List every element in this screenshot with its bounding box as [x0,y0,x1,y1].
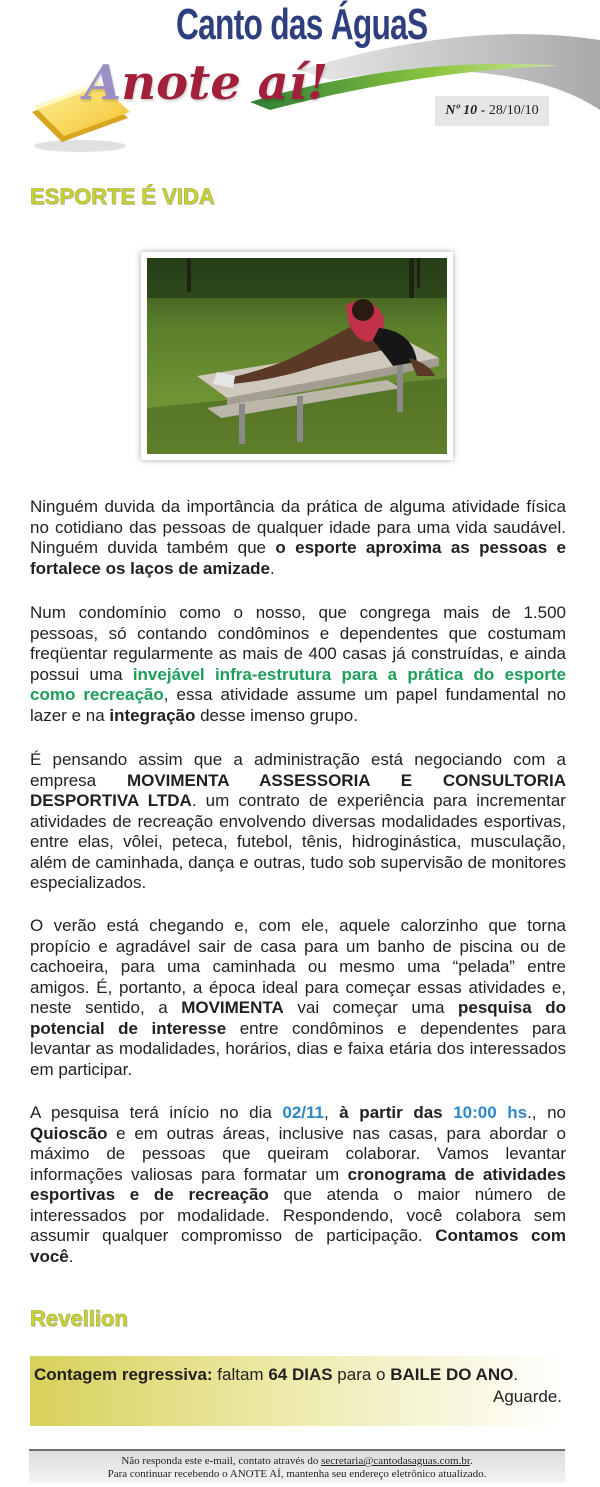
p5-text-1: A pesquisa terá início no dia [30,1103,283,1122]
section-title-esporte: ESPORTE É VIDA [30,184,215,209]
p5-text-5: e em outras áreas, inclusive nas casas, para abordar o máximo de pessoas que queiram colaborar. Vamos levantar informações valiosas para formatar um [30,1123,566,1184]
p5-text-2: , [324,1103,340,1122]
title-rest: note aí! [121,55,328,111]
countdown-label: Contagem regressiva: [34,1365,213,1384]
paragraph-pesquisa [30,1103,566,1267]
paragraph-movimenta [30,750,566,894]
footer-line-2: Para continuar recebendo o ANOTE AÍ, mantenha seu endereço eletrônico atualizado. [107,1468,487,1480]
paragraph-verao [30,916,566,1080]
p5-date: 02/11 [282,1103,324,1122]
p5-bold-1: à partir das [339,1103,443,1122]
p5-bold-3: cronograma de atividades esportivas e de recreação [30,1164,566,1204]
countdown-aguarde: Aguarde. [493,1387,562,1406]
footer-text: Não responda este e-mail, contato através do [121,1455,322,1467]
p4-text-3: entre condôminos e dependentes para levantar as modalidades, horários, dias e faixa etária dos interessados em participar. [30,1018,566,1079]
newsletter-header [0,0,600,160]
p5-text-3 [443,1103,454,1122]
p5-text-6: que atenda o maior número de interessados por modalidade. Respondendo, você colabora sem assumir qualquer compromisso de participação. [30,1185,566,1245]
p1-bold-1: o esporte aproxima as pessoas e fortalece os laços de amizade [30,538,566,578]
p4-text-1: O verão está chegando e, com ele, aquele calorzinho que torna propício e agradável sair de casa para um banho de piscina ou de cachoeira, para uma caminhada ou mesmo uma “pelada” entre amigos. É, portanto, a época ideal para começar essas atividades e, neste sentido, a [30,916,566,1017]
p2-text-3: desse imenso grupo. [195,705,358,725]
countdown-line [34,1364,562,1386]
issue-separator: - [477,103,489,118]
p1-text-1: Ninguém duvida da importância da prática de alguma atividade física no cotidiano das pessoas de qualquer idade para uma vida saudável. Ninguém duvida também que [30,497,566,557]
title-initial: A [84,55,122,111]
p5-bold-2: Quioscão [30,1123,108,1143]
issue-number: Nº 10 [445,103,478,118]
athlete-stretching-photo [147,258,447,454]
p3-bold-1: MOVIMENTA ASSESSORIA E CONSULTORIA DESPORTIVA LTDA [30,770,566,810]
issue-date: 28/10/10 [488,103,539,118]
p4-bold-1: MOVIMENTA [181,998,284,1017]
brand-logo-text: Canto das ÁguaS [176,0,428,49]
countdown-text-3: . [513,1365,519,1384]
footer [29,1449,565,1483]
countdown-box [30,1356,566,1426]
p2-text-1: Num condomínio como o nosso, que congrega mais de 1.500 pessoas, só contando condôminos e dependentes que costumam freqüentar regularmente as mais de 400 casas já construídas, e ainda possui uma [30,603,566,684]
countdown-text-1: faltam [212,1365,269,1384]
p4-bold-2: pesquisa do potencial de interesse [30,998,566,1038]
p2-bold-1: integração [109,705,196,725]
countdown-days: 64 DIAS [268,1365,333,1384]
p1-text-2: . [270,558,275,578]
p5-time: 10:00 hs [453,1103,528,1122]
p5-text-7: . [68,1246,74,1266]
p3-text-2: . um contrato de experiência para incrementar atividades de recreação envolvendo diversas modalidades esportivas, entre elas, vôlei, peteca, futebol, tênis, hidroginástica, musculação, além de caminhada, dança e outras, tudo sob supervisão de monitores especializados. [30,791,566,892]
article-photo [141,252,453,460]
countdown-text-2: para o [332,1365,391,1384]
paragraph-intro [30,497,566,579]
issue-badge [435,96,549,126]
p4-text-2: vai começar uma [283,998,458,1017]
paragraph-condominio [30,603,566,726]
footer-text-end: . [469,1455,473,1467]
section-title-revellion: Revellion [30,1306,128,1331]
contact-email-link[interactable]: secretaria@cantodasaguas.com.br [321,1455,470,1467]
p3-text-1: É pensando assim que a administração está negociando com a empresa [30,750,566,790]
p5-text-4: ., no [527,1103,566,1122]
p2-text-2: , essa atividade assume um papel fundamental no lazer e na [30,685,566,725]
newsletter-title [84,56,328,110]
countdown-event: BAILE DO ANO [390,1365,514,1384]
p2-highlight-1: invejável infra-estrutura para a prática do esporte como recreação [30,664,566,704]
footer-line-1 [29,1455,565,1468]
p5-bold-4: Contamos com você [30,1226,566,1266]
